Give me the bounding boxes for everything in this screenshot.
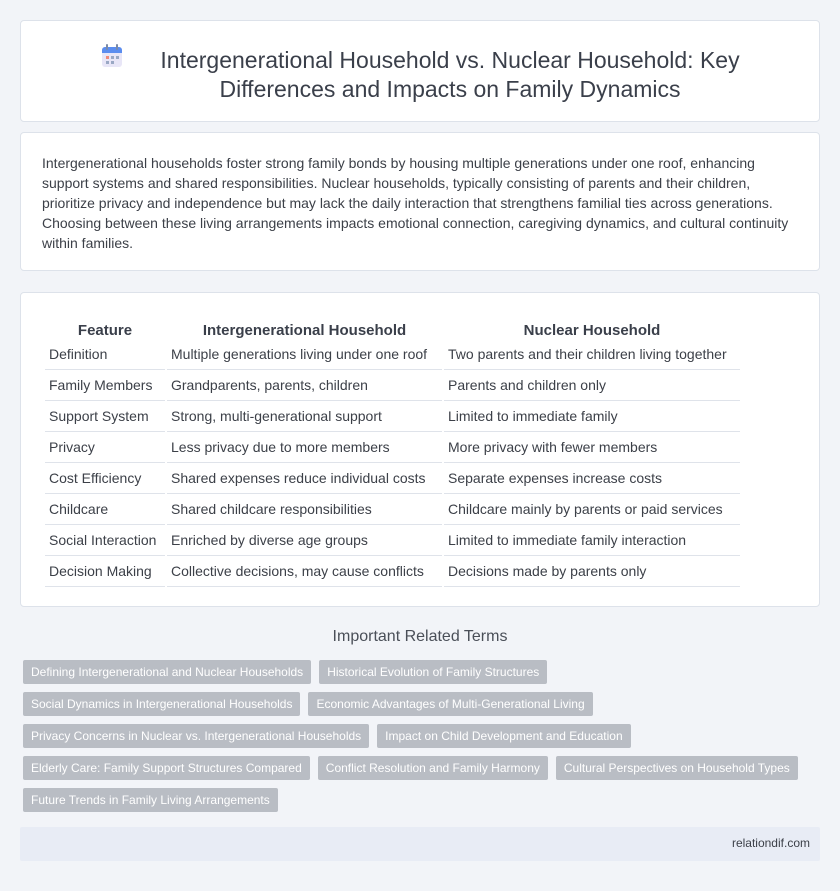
related-term-tag[interactable]: Elderly Care: Family Support Structures Compared [23,756,310,780]
row-intergenerational: Enriched by diverse age groups [167,525,442,556]
header-intergenerational: Intergenerational Household [202,322,407,339]
row-feature: Definition [45,339,165,370]
row-intergenerational: Multiple generations living under one roof [167,339,442,370]
footer-bar [20,827,820,861]
related-term-tag[interactable]: Privacy Concerns in Nuclear vs. Intergenerational Households [23,724,369,748]
table-row [45,370,740,401]
related-terms-list [23,660,813,812]
row-nuclear: Limited to immediate family interaction [444,525,740,556]
related-term-tag[interactable]: Social Dynamics in Intergenerational Households [23,692,300,716]
table-row [45,463,740,494]
row-feature: Support System [45,401,165,432]
row-nuclear: Two parents and their children living together [444,339,740,370]
related-terms-heading: Important Related Terms [332,628,508,645]
related-term-tag[interactable]: Impact on Child Development and Education [377,724,630,748]
related-term-tag[interactable]: Future Trends in Family Living Arrangements [23,788,278,812]
row-nuclear: Separate expenses increase costs [444,463,740,494]
related-term-tag[interactable]: Conflict Resolution and Family Harmony [318,756,548,780]
row-nuclear: Childcare mainly by parents or paid services [444,494,740,525]
row-intergenerational: Grandparents, parents, children [167,370,442,401]
row-intergenerational: Less privacy due to more members [167,432,442,463]
table-row [45,432,740,463]
row-nuclear: More privacy with fewer members [444,432,740,463]
table-row [45,401,740,432]
table-row [45,339,740,370]
row-feature: Cost Efficiency [45,463,165,494]
site-name[interactable]: relationdif.com [731,836,810,850]
title-card [20,20,820,122]
header-nuclear: Nuclear Household [523,322,661,339]
comparison-table [43,316,742,587]
comparison-table-card [20,292,820,607]
row-feature: Privacy [45,432,165,463]
row-nuclear: Decisions made by parents only [444,556,740,587]
page-title: Intergenerational Household vs. Nuclear Household: Key Differences and Impacts on Family Dynamics [160,47,740,102]
intro-paragraph: Intergenerational households foster strong family bonds by housing multiple generations under one roof, enhancing support systems and shared responsibilities. Nuclear households, typically consisting of parents and their children, prioritize privacy and independence but may lack the daily interaction that strengthens familial ties across generations. Choosing between these living arrangements impacts emotional connection, caregiving dynamics, and cultural continuity within families. [42,155,789,251]
row-nuclear: Parents and children only [444,370,740,401]
table-header-row [45,316,740,339]
row-intergenerational: Shared childcare responsibilities [167,494,442,525]
row-feature: Childcare [45,494,165,525]
table-row [45,556,740,587]
related-term-tag[interactable]: Defining Intergenerational and Nuclear Households [23,660,311,684]
table-row [45,525,740,556]
related-term-tag[interactable]: Economic Advantages of Multi-Generational Living [308,692,592,716]
row-intergenerational: Shared expenses reduce individual costs [167,463,442,494]
related-term-tag[interactable]: Cultural Perspectives on Household Types [556,756,798,780]
row-feature: Family Members [45,370,165,401]
related-term-tag[interactable]: Historical Evolution of Family Structures [319,660,547,684]
row-feature: Decision Making [45,556,165,587]
intro-card [20,132,820,271]
table-row [45,494,740,525]
header-feature: Feature [77,322,133,339]
row-feature: Social Interaction [45,525,165,556]
row-nuclear: Limited to immediate family [444,401,740,432]
row-intergenerational: Strong, multi-generational support [167,401,442,432]
row-intergenerational: Collective decisions, may cause conflicts [167,556,442,587]
